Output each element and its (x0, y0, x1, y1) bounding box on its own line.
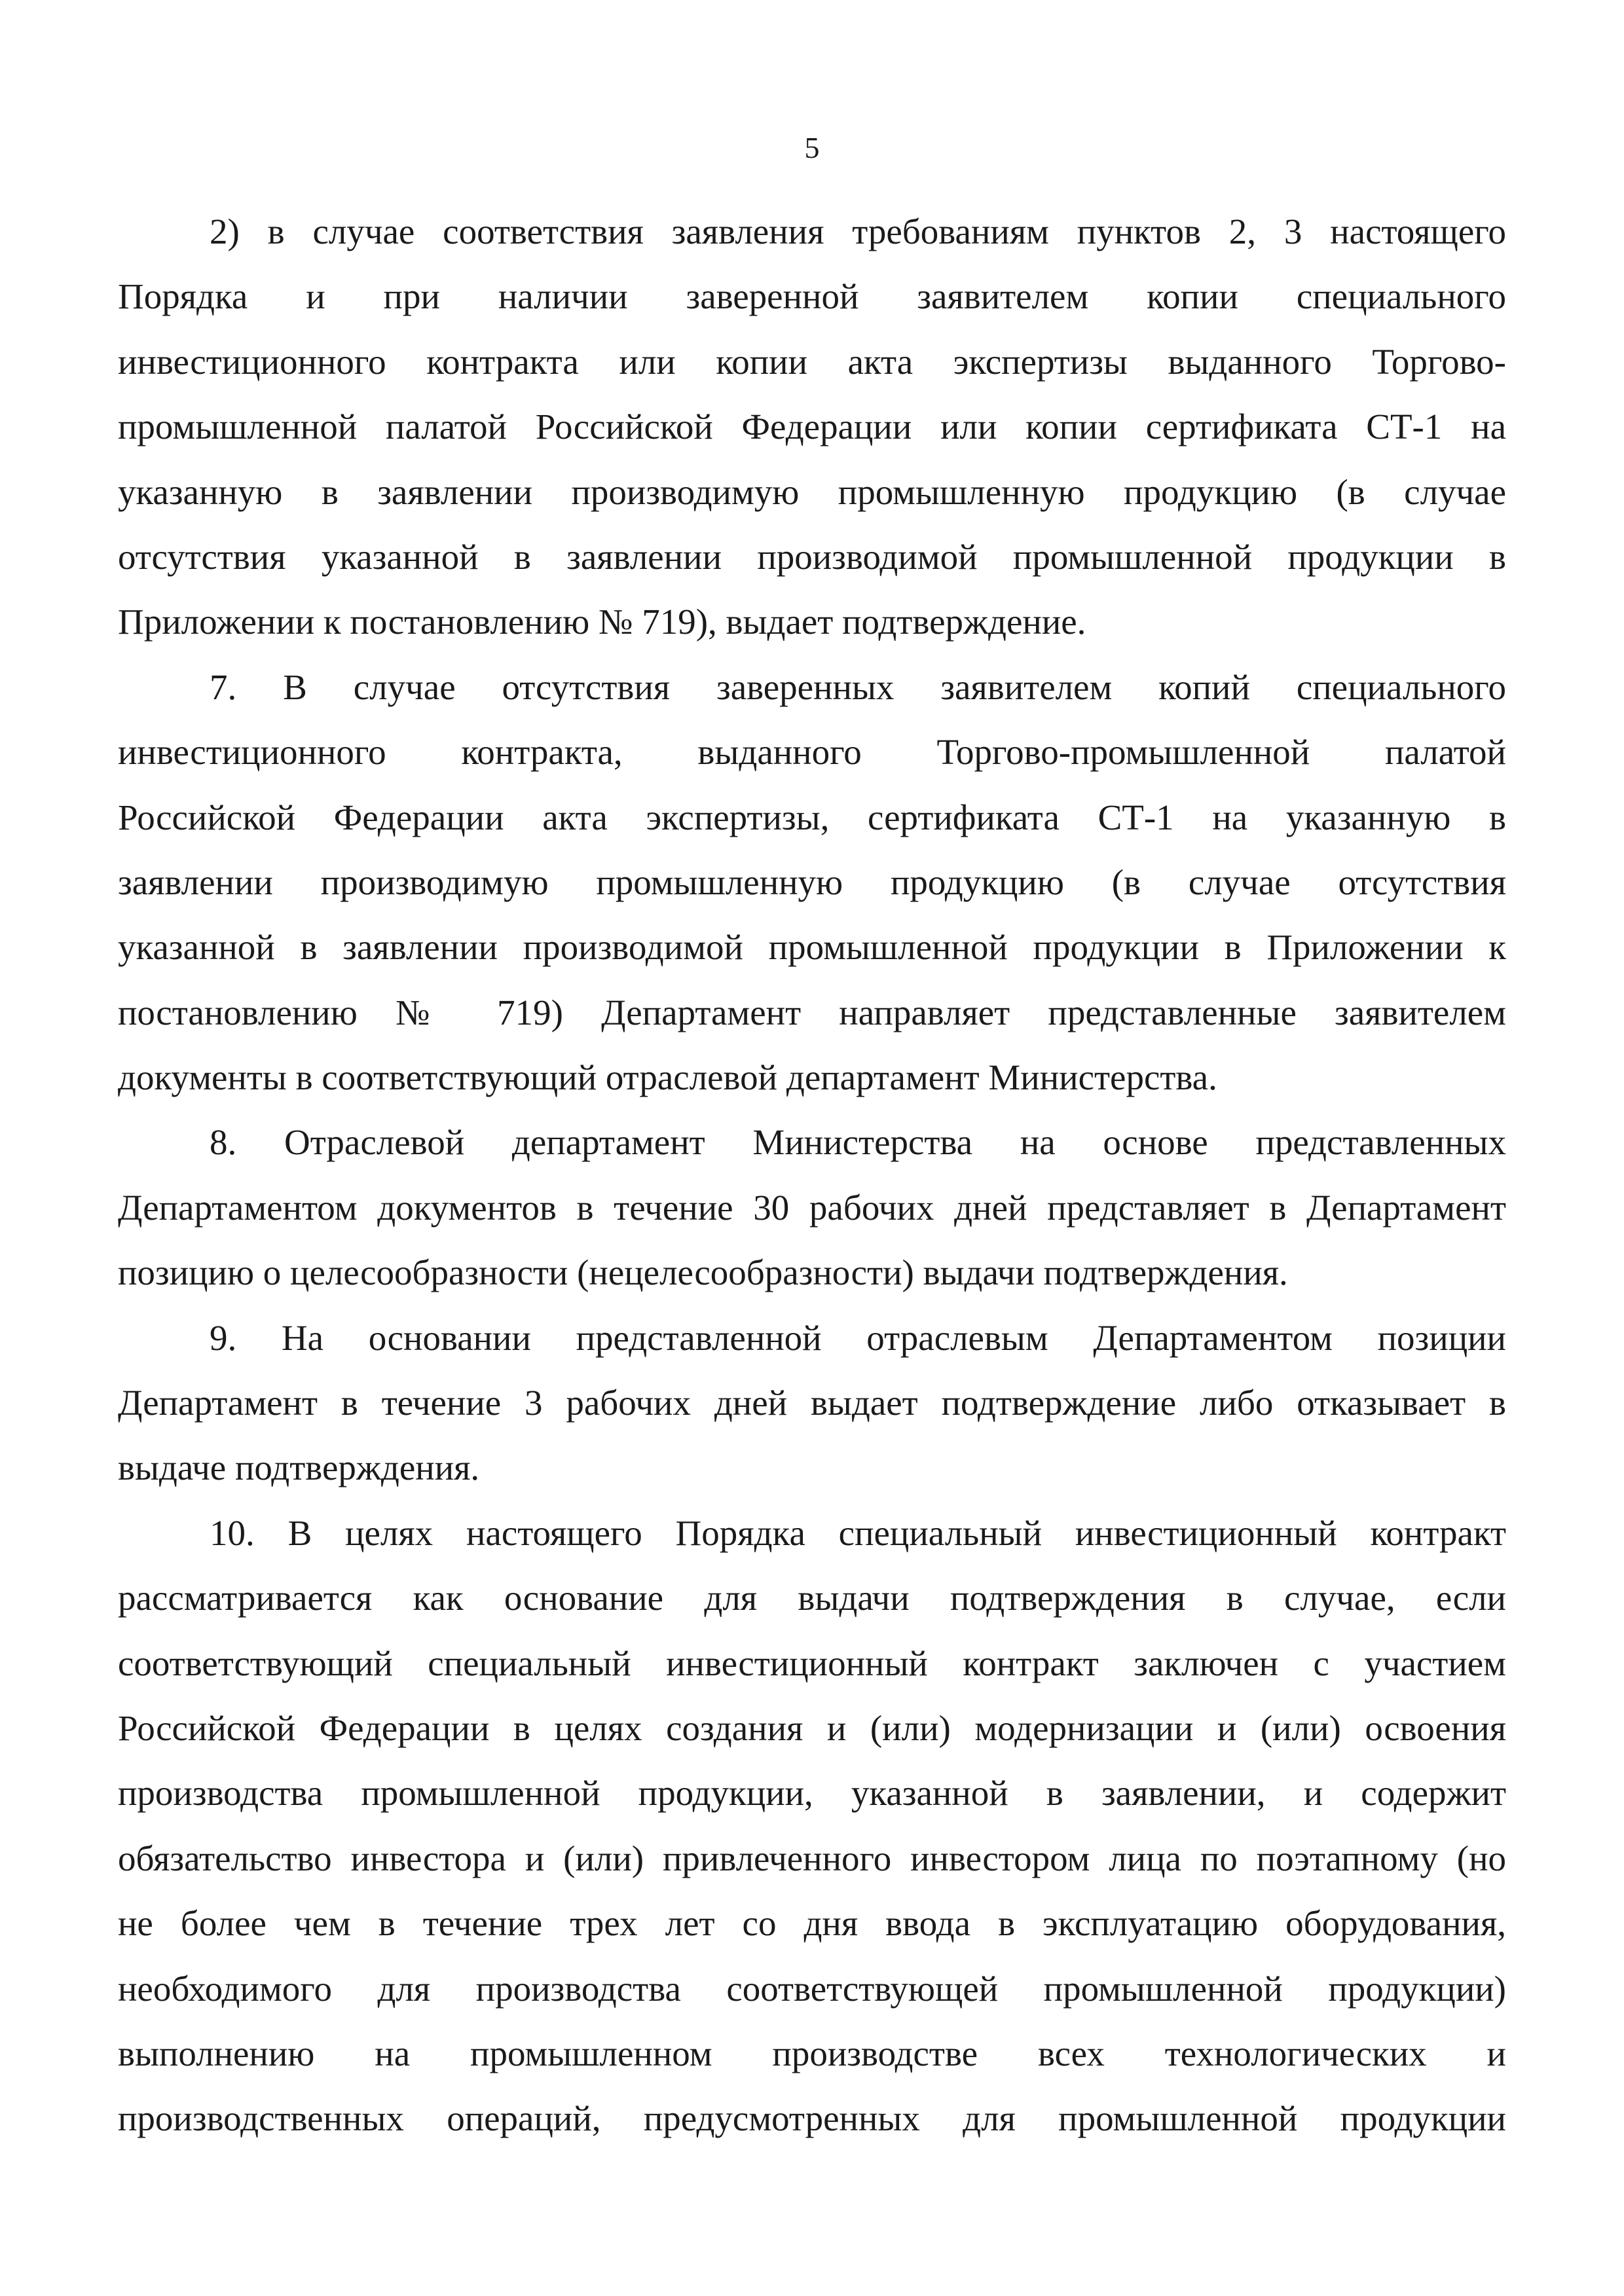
text-line: 10. В целях настоящего Порядка специальный инвестиционный контракт (210, 1512, 1506, 1553)
document-body (118, 199, 1506, 2151)
text-line: Российской Федерации акта экспертизы, сертификата СТ-1 на указанную в (118, 797, 1506, 837)
text-line: 9. На основании представленной отраслевым Департаментом позиции (210, 1317, 1506, 1358)
text-line: Департаментом документов в течение 30 рабочих дней представляет в Департамент (118, 1187, 1506, 1228)
text-line: указанной в заявлении производимой промышленной продукции в Приложении к (118, 927, 1506, 968)
text-line: Департамент в течение 3 рабочих дней выдает подтверждение либо отказывает в (118, 1383, 1506, 1423)
text-line: 8. Отраслевой департамент Министерства на основе представленных (210, 1122, 1506, 1163)
page-number: 5 (804, 131, 820, 164)
text-line: отсутствия указанной в заявлении производимой промышленной продукции в (118, 536, 1506, 577)
text-line: выдаче подтверждения. (118, 1448, 480, 1488)
text-line: выполнению на промышленном производстве всех технологических и (118, 2033, 1506, 2073)
text-line: Российской Федерации в целях создания и (или) модернизации и (или) освоения (118, 1707, 1506, 1748)
paragraph-item-9 (118, 1305, 1506, 1501)
text-line: рассматривается как основание для выдачи подтверждения в случае, если (118, 1578, 1506, 1618)
text-line: производственных операций, предусмотренных для промышленной продукции (118, 2098, 1506, 2139)
text-line: инвестиционного контракта или копии акта экспертизы выданного Торгово- (118, 341, 1506, 382)
text-line: Порядка и при наличии заверенной заявителем копии специального (118, 276, 1506, 317)
text-line: заявлении производимую промышленную продукцию (в случае отсутствия (118, 862, 1506, 902)
text-line: указанную в заявлении производимую промышленную продукцию (в случае (118, 471, 1506, 512)
text-line: инвестиционного контракта, выданного Торгово-промышленной палатой (118, 732, 1506, 773)
text-line: промышленной палатой Российской Федерации или копии сертификата СТ-1 на (118, 407, 1506, 447)
paragraph-item-2 (118, 199, 1506, 655)
text-line: позицию о целесообразности (нецелесообразности) выдачи подтверждения. (118, 1252, 1288, 1293)
text-line: постановлению № 719) Департамент направляет представленные заявителем (118, 992, 1506, 1032)
text-line: 2) в случае соответствия заявления требованиям пунктов 2, 3 настоящего (210, 211, 1506, 251)
text-line: необходимого для производства соответствующей промышленной продукции) (118, 1968, 1506, 2009)
text-line: Приложении к постановлению № 719), выдает подтверждение. (118, 602, 1086, 642)
paragraph-item-7 (118, 655, 1506, 1110)
text-line: производства промышленной продукции, указанной в заявлении, и содержит (118, 1773, 1506, 1813)
text-line: 7. В случае отсутствия заверенных заявителем копий специального (210, 666, 1506, 707)
text-line: обязательство инвестора и (или) привлеченного инвестором лица по поэтапному (но (118, 1838, 1506, 1878)
text-line: соответствующий специальный инвестиционный контракт заключен с участием (118, 1643, 1506, 1683)
paragraph-item-10 (118, 1501, 1506, 2151)
text-line: документы в соответствующий отраслевой департамент Министерства. (118, 1057, 1217, 1098)
text-line: не более чем в течение трех лет со дня ввода в эксплуатацию оборудования, (118, 1903, 1506, 1944)
paragraph-item-8 (118, 1110, 1506, 1305)
